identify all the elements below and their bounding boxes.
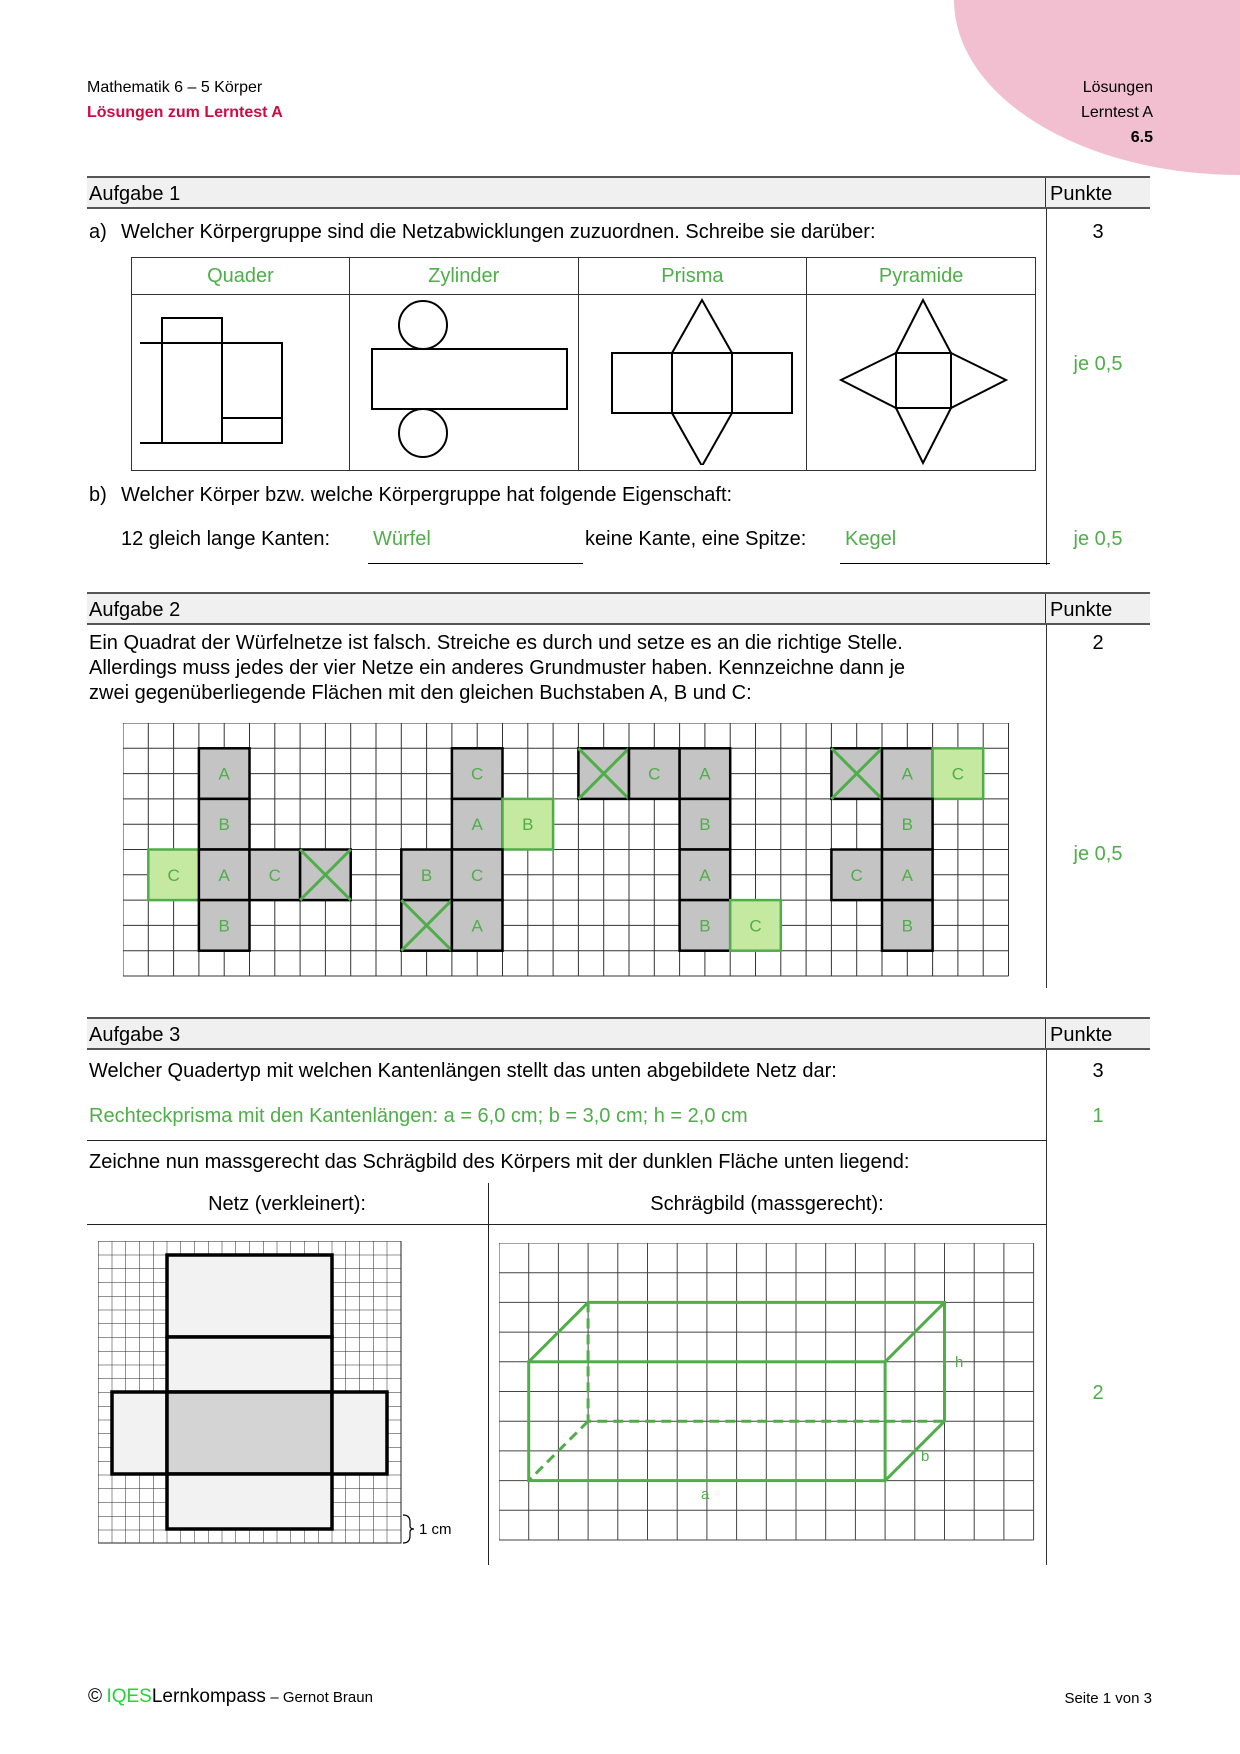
points-column-line: [1046, 625, 1047, 988]
face-label: A: [218, 865, 230, 885]
pyramid-net-cell: [807, 295, 1036, 471]
oblique-label: Schrägbild (massgerecht):: [650, 1193, 884, 1215]
points-header: Punkte: [1050, 599, 1113, 621]
answer-prisma: Prisma: [578, 258, 807, 295]
answer-pyramide: Pyramide: [807, 258, 1036, 295]
face-label: B: [522, 815, 534, 835]
cylinder-net-icon: [359, 295, 569, 465]
aufgabe1-title: Aufgabe 1: [89, 183, 181, 205]
aufgabe3-question-points: 3: [1092, 1060, 1104, 1082]
prism-net-cell: [578, 295, 807, 471]
points-header: Punkte: [1050, 183, 1113, 205]
divider: [87, 1224, 1047, 1225]
face-label: A: [699, 764, 711, 784]
brand-lernkompass: Lernkompass: [151, 1686, 266, 1707]
b-answer-1[interactable]: Würfel: [373, 528, 431, 550]
a-points: 3: [1092, 221, 1104, 243]
a-question: Welcher Körpergruppe sind die Netzabwicklungen zuzuordnen. Schreibe sie darüber:: [121, 221, 876, 243]
face-label: C: [471, 764, 484, 784]
cuboid-net-icon: [140, 295, 340, 465]
face-label: C: [749, 916, 762, 936]
edge-label-b: b: [921, 1448, 930, 1465]
cylinder-net-cell: [349, 295, 578, 471]
face-label: C: [471, 865, 484, 885]
answer-1-underline: [368, 563, 583, 564]
net-label: Netz (verkleinert):: [208, 1193, 366, 1215]
face-label: B: [218, 815, 230, 835]
footer-author: – Gernot Braun: [270, 1689, 373, 1706]
header-section-number: 6.5: [1130, 129, 1153, 146]
answer-2-underline: [840, 563, 1050, 564]
face-label: B: [218, 916, 230, 936]
column-separator: [1045, 594, 1046, 623]
b-prompt-2: keine Kante, eine Spitze:: [585, 528, 807, 550]
oblique-drawing-grid[interactable]: [499, 1243, 1039, 1543]
face-label: A: [901, 865, 913, 885]
header-right-line2: Lerntest A: [1080, 104, 1153, 121]
page-header-left: [87, 75, 283, 125]
b-question: Welcher Körper bzw. welche Körpergruppe hat folgende Eigenschaft:: [121, 484, 733, 506]
cuboid-net-cell: [132, 295, 350, 471]
aufgabe3-title: Aufgabe 3: [89, 1024, 181, 1046]
aufgabe2-header: [87, 592, 1150, 625]
copyright-icon: ©: [88, 1686, 102, 1707]
face-label: B: [699, 916, 711, 936]
b-label: b): [89, 484, 107, 506]
column-separator: [1045, 1019, 1046, 1048]
brand-iqes: IQES: [106, 1686, 152, 1707]
aufgabe3-header: [87, 1017, 1150, 1050]
face-label: B: [420, 865, 433, 885]
cube-nets-grid[interactable]: [123, 723, 1009, 978]
face-label: A: [901, 764, 913, 784]
face-label: B: [901, 815, 913, 835]
face-label: A: [471, 916, 483, 936]
b-prompt-1: 12 gleich lange Kanten:: [121, 528, 331, 550]
face-label: A: [699, 865, 711, 885]
answer-quader: Quader: [132, 258, 350, 295]
divider: [87, 1140, 1047, 1141]
nets-table: [131, 257, 1036, 471]
prism-net-icon: [587, 295, 797, 465]
subject-line: Mathematik 6 – 5 Körper: [87, 79, 263, 96]
face-label: C: [268, 865, 281, 885]
edge-label-a: a: [701, 1486, 710, 1503]
footer-left: [88, 1686, 373, 1708]
face-label: C: [850, 865, 863, 885]
points-column-line: [1046, 209, 1047, 565]
b-points-each: je 0,5: [1073, 528, 1123, 550]
a-label: a): [89, 221, 107, 243]
aufgabe2-points-each: je 0,5: [1073, 843, 1123, 865]
column-separator: [1045, 178, 1046, 207]
aufgabe2-text-line2: Allerdings muss jedes der vier Netze ein anderes Grundmuster haben. Kennzeichne dann je: [89, 657, 906, 679]
points-header: Punkte: [1050, 1024, 1113, 1046]
face-label: A: [218, 764, 230, 784]
b-answer-2[interactable]: Kegel: [845, 528, 897, 550]
face-label: B: [901, 916, 913, 936]
page-number: Seite 1 von 3: [1064, 1690, 1152, 1707]
face-label: C: [167, 865, 180, 885]
column-divider: [488, 1183, 489, 1565]
header-right-line1: Lösungen: [1082, 79, 1153, 96]
draw-instruction: Zeichne nun massgerecht das Schrägbild des Körpers mit der dunklen Fläche unten liegend:: [89, 1151, 910, 1173]
face-label: C: [951, 764, 965, 784]
a-points-each: je 0,5: [1073, 353, 1123, 375]
face-label: B: [699, 815, 711, 835]
aufgabe3-answer-points: 1: [1092, 1105, 1104, 1127]
aufgabe1-header: [87, 176, 1150, 209]
face-label: A: [471, 815, 483, 835]
drawing-points: 2: [1092, 1382, 1104, 1404]
edge-label-h: h: [955, 1354, 964, 1371]
aufgabe2-points: 2: [1092, 632, 1104, 654]
aufgabe3-answer[interactable]: Rechteckprisma mit den Kantenlängen: a = 6,0 cm; b = 3,0 cm; h = 2,0 cm: [89, 1105, 748, 1127]
scale-bracket-icon: [403, 1515, 414, 1543]
answer-zylinder: Zylinder: [349, 258, 578, 295]
cuboid-net-drawing: [98, 1241, 478, 1551]
page-header-right: [1081, 75, 1153, 150]
aufgabe2-title: Aufgabe 2: [89, 599, 181, 621]
face-label: C: [648, 764, 661, 784]
aufgabe2-text-line3: zwei gegenüberliegende Flächen mit den gleichen Buchstaben A, B und C:: [89, 682, 752, 704]
aufgabe3-question: Welcher Quadertyp mit welchen Kantenlängen stellt das unten abgebildete Netz dar:: [89, 1060, 837, 1082]
document-title: Lösungen zum Lerntest A: [87, 104, 283, 121]
pyramid-net-icon: [816, 295, 1026, 465]
scale-label: 1 cm: [419, 1521, 452, 1538]
aufgabe2-text-line1: Ein Quadrat der Würfelnetze ist falsch. Streiche es durch und setze es an die richtige Stelle.: [89, 632, 903, 654]
